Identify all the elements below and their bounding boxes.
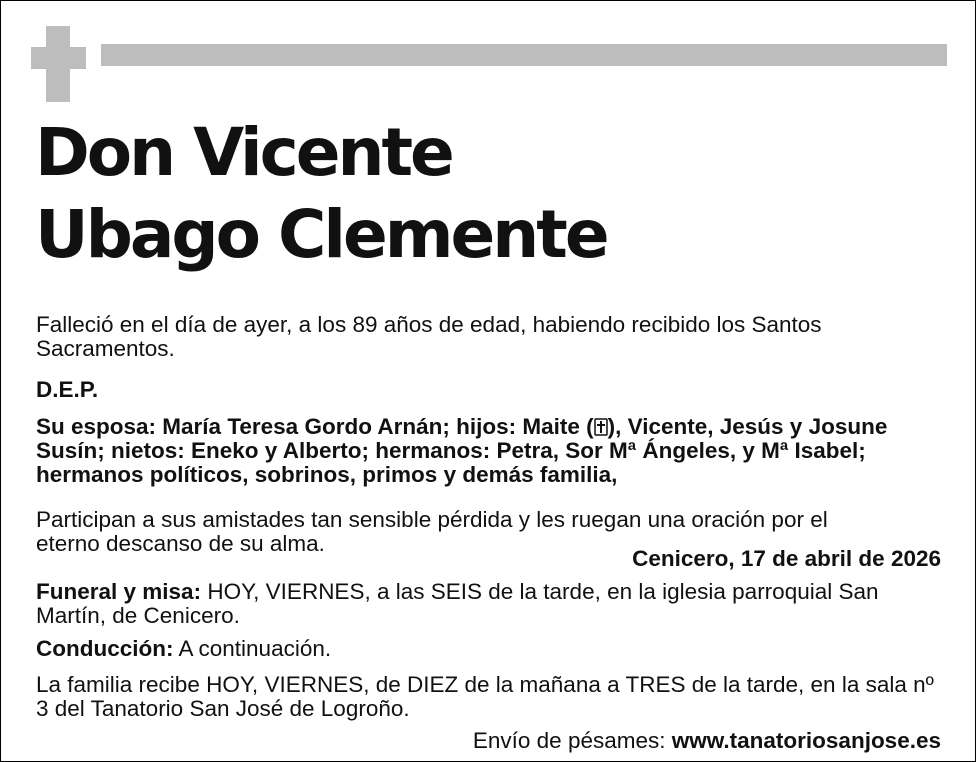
condolences-link[interactable]: www.tanatoriosanjose.es — [671, 728, 941, 753]
header-rule — [101, 44, 947, 66]
funeral-label: Funeral y misa: — [36, 579, 202, 604]
family-list — [36, 415, 946, 487]
deceased-name — [35, 112, 607, 276]
name-line-2: Ubago Clemente — [35, 196, 607, 273]
conduction-text: A continuación. — [173, 636, 332, 661]
funeral-info — [36, 580, 946, 628]
participation-text: Participan a sus amistades tan sensible pérdida y les ruegan una oración por el eterno descanso de su alma. — [36, 507, 828, 556]
condolences-line — [473, 729, 941, 753]
funeral-text: HOY, VIERNES, a las SEIS de la tarde, en la iglesia parroquial San Martín, de Cenicero. — [36, 579, 879, 628]
name-line-1: Don Vicente — [35, 114, 452, 191]
dep-text: D.E.P. — [36, 377, 99, 402]
latin-cross-icon — [31, 26, 86, 102]
family-list-part1: Su esposa: María Teresa Gordo Arnán; hijos: Maite ( — [36, 414, 594, 439]
conduction-info — [36, 637, 946, 661]
family-receives-text: La familia recibe HOY, VIERNES, de DIEZ de la mañana a TRES de la tarde, en la sala nº 3 del Tanatorio San José de Logroño. — [36, 672, 934, 721]
place-date: Cenicero, 17 de abril de 2026 — [632, 546, 941, 571]
family-list-part2: ), Vicente, Jesús y Josune Susín; nietos: Eneko y Alberto; hermanos: Petra, Sor Mª Ángeles, y Mª Isabel; hermanos políticos, sobrinos, primos y demás familia, — [36, 414, 888, 487]
small-cross-icon — [594, 417, 608, 435]
conduction-label: Conducción: — [36, 636, 174, 661]
condolences-label: Envío de pésames: — [472, 728, 672, 753]
death-announcement: Falleció en el día de ayer, a los 89 años de edad, habiendo recibido los Santos Sacramentos. — [36, 312, 822, 361]
